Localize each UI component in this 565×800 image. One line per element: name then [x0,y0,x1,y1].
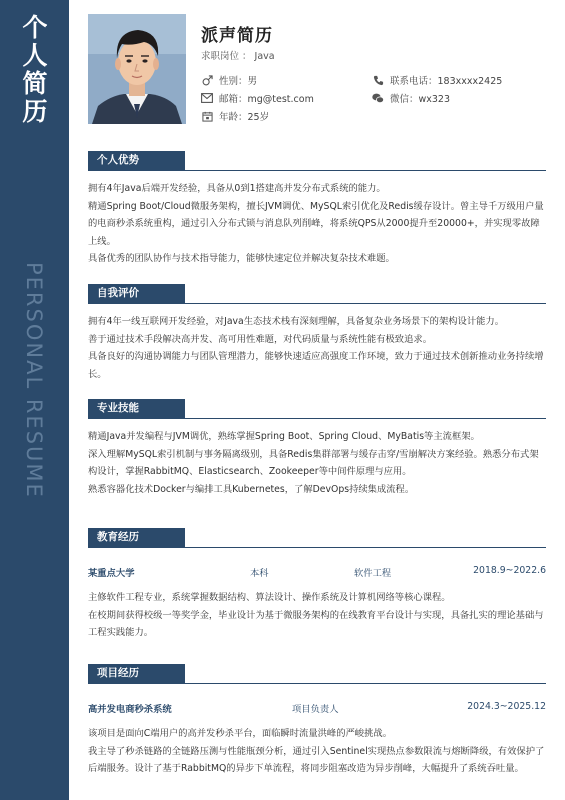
self-eval-content [88,313,546,383]
paragraph: 我主导了秒杀链路的全链路压测与性能瓶颈分析，通过引入Sentinel实现热点参数限流与熔断降级，有效保护了后端服务。设计了基于RabbitMQ的异步下单流程，将同步阻塞改造为异步削峰，大幅提升了系统吞吐量。 [88,745,545,774]
phone-icon [372,74,384,86]
sidebar-title-char: 历 [22,97,48,126]
education-period: 2018.9~2022.6 [473,565,546,576]
paragraph: 精通Spring Boot/Cloud微服务架构，擅长JVM调优、MySQL索引优化及Redis缓存设计。曾主导千万级用户量的电商秒杀系统重构，通过引入分布式锁与消息队列削峰，将系统QPS从2000提升至20000+，并实现零故障上线。 [88,200,544,247]
wechat-text: 微信：wx323 [390,94,451,105]
sidebar [0,0,69,800]
project-role: 项目负责人 [292,704,339,715]
paragraph: 精通Java并发编程与JVM调优，熟练掌握Spring Boot、Spring Cloud、MyBatis等主流框架。 [88,431,480,442]
section-header-project [88,664,546,684]
gender-text: 性别：男 [219,76,258,87]
sidebar-title-char: 简 [22,69,48,98]
male-icon [201,74,213,86]
age-text: 年龄：25岁 [219,112,270,123]
job-objective: 求职岗位 ： Java [201,51,275,62]
education-content [88,589,546,642]
candidate-name: 派声简历 [201,26,273,46]
section-title: 教育经历 [88,528,185,547]
paragraph: 熟悉容器化技术Docker与编排工具Kubernetes，了解DevOps持续集成流程。 [88,483,415,495]
sidebar-english-wrap [22,262,46,512]
envelope-icon [201,92,213,104]
paragraph: 拥有4年一线互联网开发经验，对Java生态技术栈有深刻理解，具备复杂业务场景下的架构设计能力。 [88,316,505,327]
project-name: 高并发电商秒杀系统 [88,704,172,715]
sidebar-english-title: PERSONAL RESUME [22,262,46,499]
sidebar-title-char: 人 [22,41,48,70]
section-title: 项目经历 [88,664,185,683]
calendar-icon [201,110,213,122]
section-header-education [88,528,546,548]
project-period: 2024.3~2025.12 [467,701,546,712]
avatar [88,14,186,124]
paragraph: 该项目是面向C端用户的高并发秒杀平台，面临瞬时流量洪峰的严峻挑战。 [88,728,392,739]
paragraph: 在校期间获得校级一等奖学金，毕业设计为基于微服务架构的在线教育平台设计与实现，具备扎实的理论基础与工程实践能力。 [88,609,544,638]
phone-info [372,73,502,87]
skills-content [88,428,546,498]
advantage-content [88,180,546,268]
major: 软件工程 [354,568,392,579]
wechat-icon [372,92,384,104]
section-header-self-eval [88,284,546,304]
paragraph: 具备优秀的团队协作与技术指导能力，能够快速定位并解决复杂技术难题。 [88,253,395,264]
sidebar-title [19,14,51,126]
project-content [88,725,546,778]
email-info [201,91,314,105]
paragraph: 拥有4年Java后端开发经验，具备从0到1搭建高并发分布式系统的能力。 [88,183,386,194]
project-row [88,701,546,715]
gender-info [201,73,257,87]
section-title: 个人优势 [88,151,185,170]
paragraph: 具备良好的沟通协调能力与团队管理潜力，能够快速适应高强度工作环境，致力于通过技术创新推动业务持续增长。 [88,351,544,380]
section-header-skills [88,399,546,419]
section-title: 专业技能 [88,399,185,418]
section-title: 自我评价 [88,284,185,303]
age-info [201,109,269,123]
email-text: 邮箱：mg@test.com [219,94,314,105]
section-header-advantage [88,151,546,171]
sidebar-title-char: 个 [22,13,48,42]
phone-text: 联系电话：183xxxx2425 [390,76,503,87]
school-name: 某重点大学 [88,568,135,579]
paragraph: 深入理解MySQL索引机制与事务隔离级别，具备Redis集群部署与缓存击穿/雪崩解决方案经验。熟悉分布式架构设计，掌握RabbitMQ、Elasticsearch、Zookeeper等中间件原理与应用。 [88,448,539,477]
wechat-info [372,91,450,105]
paragraph: 善于通过技术手段解决高并发、高可用性难题，对代码质量与系统性能有极致追求。 [88,333,432,345]
degree: 本科 [250,568,269,579]
paragraph: 主修软件工程专业，系统掌握数据结构、算法设计、操作系统及计算机网络等核心课程。 [88,592,451,603]
education-row [88,565,546,579]
